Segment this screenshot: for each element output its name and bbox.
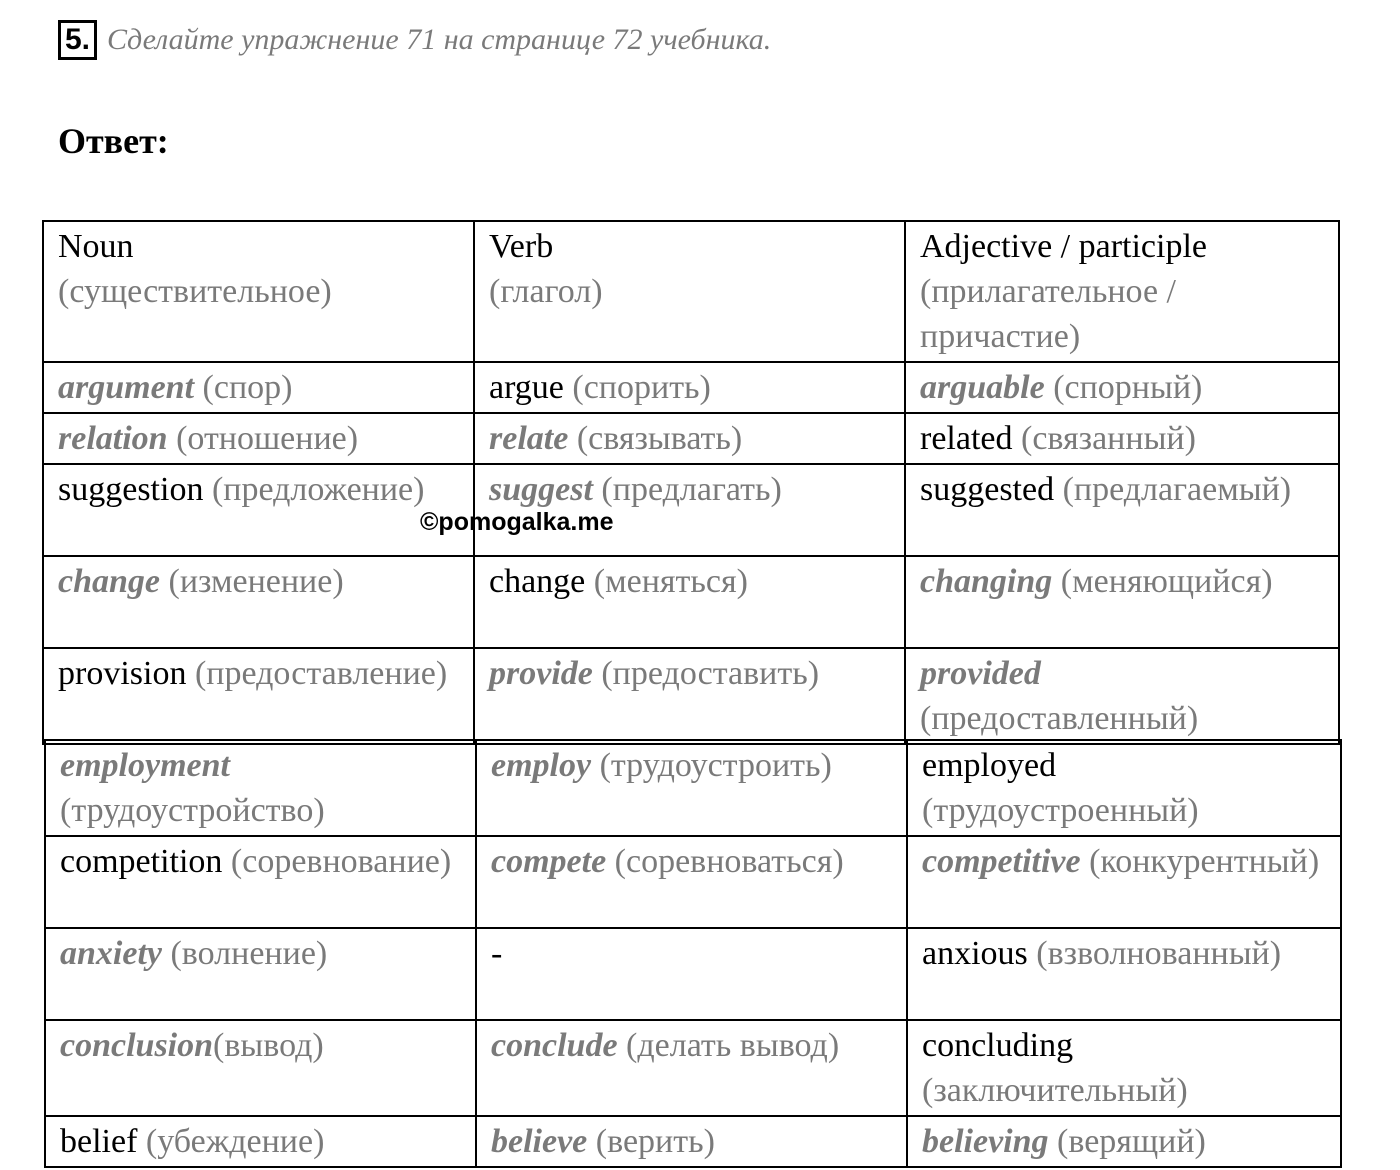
separator xyxy=(137,1123,146,1160)
separator xyxy=(1013,420,1022,457)
translation: (связанный) xyxy=(1021,420,1196,457)
table-row xyxy=(43,648,1339,744)
header-verb xyxy=(474,221,905,362)
cell-adjective xyxy=(907,1020,1341,1116)
word: suggestion xyxy=(58,471,204,508)
header-noun xyxy=(43,221,474,362)
translation: (предоставленный) xyxy=(920,700,1199,737)
word: relate xyxy=(489,420,569,457)
table-row xyxy=(45,928,1341,1020)
cell-adjective xyxy=(905,648,1339,744)
header-title: Adjective / participle xyxy=(920,228,1207,265)
word: conclusion xyxy=(60,1027,214,1064)
word: competition xyxy=(60,843,223,880)
translation: (отношение) xyxy=(176,420,359,457)
cell-verb xyxy=(474,413,905,464)
translation: (верить) xyxy=(595,1123,715,1160)
word: believe xyxy=(491,1123,588,1160)
translation: (спорный) xyxy=(1053,369,1203,406)
word: competitive xyxy=(922,843,1081,880)
header-adjective xyxy=(905,221,1339,362)
translation: (трудоустройство) xyxy=(60,792,325,829)
separator xyxy=(1045,369,1054,406)
word: conclude xyxy=(491,1027,618,1064)
cell-noun xyxy=(45,740,476,836)
table-row xyxy=(43,362,1339,413)
word: change xyxy=(489,563,586,600)
watermark: ©pomogalka.me xyxy=(420,508,614,536)
cell-noun xyxy=(43,464,474,556)
cell-adjective xyxy=(907,928,1341,1020)
separator xyxy=(587,1123,596,1160)
separator xyxy=(606,843,615,880)
translation: (трудоустроенный) xyxy=(922,792,1199,829)
separator xyxy=(168,420,177,457)
separator xyxy=(618,1027,627,1064)
translation: (спор) xyxy=(202,369,293,406)
header-title: Noun xyxy=(58,228,134,265)
cell-adjective xyxy=(905,464,1339,556)
cell-verb xyxy=(474,648,905,744)
cell-verb xyxy=(476,1020,907,1116)
translation: (заключительный) xyxy=(922,1072,1188,1109)
translation: (меняться) xyxy=(593,563,748,600)
cell-noun xyxy=(45,836,476,928)
word: suggested xyxy=(920,471,1055,508)
cell-verb xyxy=(476,1116,907,1167)
table-row xyxy=(43,556,1339,648)
separator xyxy=(1054,471,1063,508)
translation: (меняющийся) xyxy=(1060,563,1273,600)
table-header-row xyxy=(43,221,1339,362)
cell-noun xyxy=(45,1020,476,1116)
cell-noun xyxy=(43,556,474,648)
task-heading xyxy=(58,18,771,62)
answer-label: Ответ: xyxy=(58,121,169,161)
translation: (предлагаемый) xyxy=(1062,471,1292,508)
translation: (изменение) xyxy=(168,563,344,600)
cell-verb xyxy=(476,928,907,1020)
header-subtitle: (существительное) xyxy=(58,273,332,310)
table-row xyxy=(45,1020,1341,1116)
cell-adjective xyxy=(905,362,1339,413)
word: changing xyxy=(920,563,1053,600)
header-subtitle: (глагол) xyxy=(489,273,603,310)
translation: (предлагать) xyxy=(601,471,782,508)
separator xyxy=(203,471,212,508)
table-row xyxy=(45,740,1341,836)
word: employment xyxy=(60,747,230,784)
word: employ xyxy=(491,747,592,784)
word: belief xyxy=(60,1123,138,1160)
word: argument xyxy=(58,369,195,406)
word: suggest xyxy=(489,471,593,508)
cell-noun xyxy=(45,1116,476,1167)
separator xyxy=(160,563,169,600)
translation: (верящий) xyxy=(1057,1123,1206,1160)
translation: (предоставить) xyxy=(601,655,820,692)
word: provide xyxy=(489,655,593,692)
cell-noun xyxy=(43,413,474,464)
cell-verb xyxy=(474,556,905,648)
translation: (трудоустроить) xyxy=(599,747,832,784)
separator xyxy=(585,563,594,600)
header-subtitle: (прилагательное / причастие) xyxy=(920,273,1176,355)
separator xyxy=(194,369,203,406)
table-row xyxy=(45,836,1341,928)
word: anxious xyxy=(922,935,1028,972)
word: - xyxy=(491,935,503,972)
task-instruction: Сделайте упражнение 71 на странице 72 учебника. xyxy=(107,23,772,56)
cell-adjective xyxy=(907,836,1341,928)
separator xyxy=(1052,563,1061,600)
word: argue xyxy=(489,369,564,406)
translation: (делать вывод) xyxy=(626,1027,840,1064)
word: arguable xyxy=(920,369,1045,406)
word: provided xyxy=(920,655,1041,692)
cell-adjective xyxy=(907,1116,1341,1167)
translation: (соревнование) xyxy=(230,843,452,880)
cell-noun xyxy=(43,648,474,744)
cell-verb xyxy=(476,836,907,928)
word-forms-table-top xyxy=(42,220,1340,745)
word: concluding xyxy=(922,1027,1074,1064)
translation: (убеждение) xyxy=(145,1123,325,1160)
word: provision xyxy=(58,655,187,692)
separator xyxy=(1049,1123,1058,1160)
word: anxiety xyxy=(60,935,162,972)
word: employed xyxy=(922,747,1057,784)
word: compete xyxy=(491,843,607,880)
separator xyxy=(568,420,577,457)
task-number: 5. xyxy=(58,20,97,60)
separator xyxy=(186,655,195,692)
translation: (волнение) xyxy=(170,935,328,972)
translation: (предоставление) xyxy=(194,655,448,692)
separator xyxy=(591,747,600,784)
word: relation xyxy=(58,420,168,457)
word: believing xyxy=(922,1123,1049,1160)
translation: (взволнованный) xyxy=(1036,935,1282,972)
translation: (предложение) xyxy=(211,471,425,508)
table-row xyxy=(43,413,1339,464)
cell-noun xyxy=(43,362,474,413)
translation: (вывод) xyxy=(213,1027,324,1064)
table-row xyxy=(43,464,1339,556)
translation: (связывать) xyxy=(576,420,743,457)
cell-verb xyxy=(474,362,905,413)
cell-adjective xyxy=(907,740,1341,836)
header-title: Verb xyxy=(489,228,554,265)
separator xyxy=(222,843,231,880)
translation: (спорить) xyxy=(572,369,711,406)
word-forms-table-bottom xyxy=(44,739,1342,1168)
cell-noun xyxy=(45,928,476,1020)
translation: (соревноваться) xyxy=(614,843,844,880)
cell-verb xyxy=(476,740,907,836)
cell-adjective xyxy=(905,413,1339,464)
separator xyxy=(1028,935,1037,972)
separator xyxy=(1081,843,1090,880)
table-row xyxy=(45,1116,1341,1167)
translation: (конкурентный) xyxy=(1089,843,1320,880)
word: change xyxy=(58,563,160,600)
word: related xyxy=(920,420,1013,457)
cell-adjective xyxy=(905,556,1339,648)
